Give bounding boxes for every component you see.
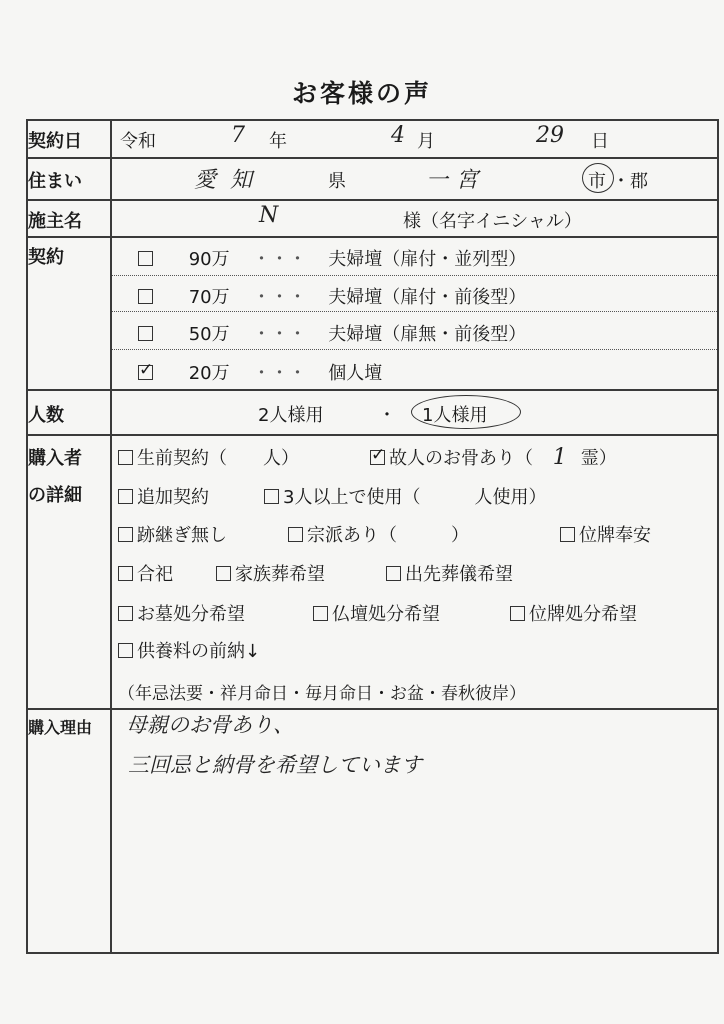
contract-option[interactable] (138, 283, 526, 309)
detail-item[interactable] (118, 444, 299, 470)
year-value: 7 (231, 123, 245, 148)
date-label: 契約日 (28, 131, 82, 152)
checkbox[interactable] (386, 566, 401, 581)
checkbox[interactable] (288, 527, 303, 542)
checkbox-checked[interactable] (370, 450, 385, 465)
option-desc: 夫婦壇（扉付・前後型） (328, 287, 527, 308)
checkbox-checked[interactable] (138, 365, 153, 380)
prefecture-value: 愛知 (194, 168, 267, 193)
reason-label: 購入理由 (28, 718, 93, 737)
client-label: 施主名 (28, 211, 82, 232)
detail-text-after: 霊） (580, 448, 617, 469)
dotted-divider (112, 311, 717, 312)
detail-text: 家族葬希望 (235, 564, 325, 585)
option-price: 90万 (188, 249, 230, 270)
detail-text: 仏壇処分希望 (332, 604, 440, 625)
checkbox[interactable] (216, 566, 231, 581)
detail-text: 生前契約（ 人） (137, 448, 299, 469)
dotted-divider (112, 275, 717, 276)
form-title: お客様の声 (291, 79, 432, 108)
city-value: 一宮 (426, 168, 487, 193)
checkbox[interactable] (118, 489, 133, 504)
year-unit: 年 (269, 131, 287, 152)
contract-label: 契約 (28, 247, 64, 268)
people-option-two[interactable]: 2人様用 (258, 405, 324, 426)
era: 令和 (120, 131, 156, 152)
month-value: 4 (391, 123, 405, 148)
detail-text: 追加契約 (137, 487, 209, 508)
checkbox[interactable] (560, 527, 575, 542)
checkbox[interactable] (313, 606, 328, 621)
option-desc: 個人壇 (328, 363, 383, 384)
customer-voice-form (26, 119, 719, 954)
contract-option[interactable] (138, 245, 526, 271)
option-dots: ・・・ (252, 363, 307, 384)
frame-right (717, 119, 719, 954)
checkbox[interactable] (138, 251, 153, 266)
checkbox[interactable] (118, 450, 133, 465)
row-divider (26, 434, 719, 436)
detail-text: 供養料の前納↓ (137, 641, 261, 662)
detail-text: 3人以上で使用（ 人使用） (283, 487, 547, 508)
row-divider (26, 236, 719, 238)
checkbox[interactable] (118, 566, 133, 581)
city-unit: 市 (588, 171, 606, 192)
checkbox[interactable] (118, 643, 133, 658)
detail-item[interactable] (118, 600, 245, 626)
frame-top (26, 119, 719, 121)
dotted-divider (112, 349, 717, 350)
detail-text: 合祀 (137, 564, 173, 585)
detail-item[interactable] (118, 637, 260, 663)
day-unit: 日 (591, 131, 609, 152)
row-divider (26, 199, 719, 201)
purchaser-label: 購入者 (28, 448, 82, 469)
checkbox[interactable] (264, 489, 279, 504)
detail-item[interactable] (118, 521, 227, 547)
reason-line-1: 母親のお骨あり、 (126, 713, 294, 737)
frame-bottom (26, 952, 719, 954)
client-suffix: 様（名字イニシャル） (403, 211, 582, 232)
reason-line-2: 三回忌と納骨を希望しています (128, 753, 422, 777)
detail-item[interactable] (216, 560, 325, 586)
detail-text: 故人のお骨あり（ (389, 448, 533, 469)
row-divider (26, 157, 719, 159)
detail-item[interactable] (510, 600, 637, 626)
address-separator: ・ (612, 171, 630, 192)
detail-text: 位牌奉安 (579, 525, 651, 546)
detail-item[interactable] (313, 600, 440, 626)
client-initial: N (259, 203, 279, 228)
option-price: 70万 (188, 287, 230, 308)
option-price: 50万 (188, 324, 230, 345)
detail-text: 跡継ぎ無し (137, 525, 227, 546)
detail-item[interactable] (288, 521, 469, 547)
people-separator: ・ (378, 405, 396, 426)
detail-text: お墓処分希望 (137, 604, 245, 625)
people-label: 人数 (28, 405, 64, 426)
checkbox[interactable] (510, 606, 525, 621)
memorial-note: （年忌法要・祥月命日・毎月命日・お盆・春秋彼岸） (118, 684, 526, 704)
option-dots: ・・・ (252, 324, 307, 345)
detail-item[interactable] (264, 483, 546, 509)
option-dots: ・・・ (252, 287, 307, 308)
month-unit: 月 (417, 131, 435, 152)
detail-item[interactable] (386, 560, 513, 586)
checkbox[interactable] (138, 326, 153, 341)
row-divider (26, 389, 719, 391)
address-label: 住まい (28, 171, 82, 192)
remains-count: 1 (552, 445, 567, 470)
label-column-divider (110, 119, 112, 954)
option-desc: 夫婦壇（扉付・並列型） (328, 249, 527, 270)
checkbox[interactable] (138, 289, 153, 304)
people-option-one[interactable]: 1人様用 (422, 405, 488, 426)
option-desc: 夫婦壇（扉無・前後型） (328, 324, 527, 345)
detail-text: 位牌処分希望 (529, 604, 637, 625)
prefecture-unit: 県 (328, 171, 346, 192)
purchaser-label-2: の詳細 (28, 485, 82, 506)
contract-option[interactable] (138, 320, 526, 346)
option-price: 20万 (188, 363, 230, 384)
detail-item[interactable] (560, 521, 651, 547)
checkbox[interactable] (118, 606, 133, 621)
option-dots: ・・・ (252, 249, 307, 270)
detail-text: 出先葬儀希望 (405, 564, 513, 585)
detail-text: 宗派あり（ ） (307, 525, 469, 546)
contract-option-selected[interactable] (138, 359, 382, 385)
detail-item[interactable] (118, 560, 173, 586)
day-value: 29 (536, 123, 564, 148)
checkbox[interactable] (118, 527, 133, 542)
gun-unit: 郡 (630, 171, 648, 192)
detail-item[interactable] (118, 483, 209, 509)
detail-item-checked[interactable] (370, 444, 617, 470)
